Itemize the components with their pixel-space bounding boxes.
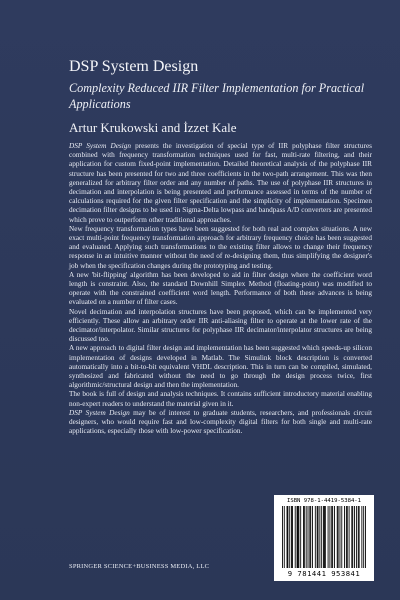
paragraph-text: may be of interest to graduate students, researchers, and professionals circuit designers, who would require fast and low-complexity digital filters for both single and multi-rate applications, especially those with low-power specification.	[69, 408, 372, 436]
barcode-bar	[297, 506, 298, 568]
barcode-bar	[292, 506, 293, 568]
book-description	[69, 142, 372, 437]
book-title-italic: DSP System Design	[69, 142, 131, 150]
barcode-bar	[337, 506, 338, 568]
barcode-bar	[354, 506, 355, 568]
barcode-bar	[321, 506, 322, 568]
barcode-bar	[303, 506, 304, 568]
barcode-bar	[340, 506, 341, 568]
barcode-bar	[347, 506, 348, 568]
barcode-bars	[282, 506, 366, 568]
barcode-bar	[365, 506, 366, 568]
barcode-bar	[308, 506, 309, 568]
barcode-bar	[341, 506, 342, 568]
book-title-italic: DSP System Design	[69, 408, 130, 417]
barcode-bar	[317, 506, 318, 568]
barcode-bar	[344, 506, 345, 568]
barcode-bar	[318, 506, 319, 568]
barcode-bar	[334, 506, 335, 568]
barcode-bar	[361, 506, 362, 568]
barcode	[274, 495, 374, 581]
barcode-bar	[289, 506, 290, 568]
description-paragraph	[69, 142, 372, 225]
barcode-bar	[358, 506, 359, 568]
barcode-bar	[325, 506, 326, 568]
barcode-bar	[332, 506, 333, 568]
barcode-bar	[282, 506, 283, 568]
barcode-bar	[306, 506, 307, 568]
barcode-bar	[331, 506, 332, 568]
barcode-bar	[291, 506, 292, 568]
barcode-bar	[312, 506, 313, 568]
barcode-number: 9 781441 953841	[287, 569, 361, 578]
barcode-bar	[363, 506, 364, 568]
barcode-bar	[329, 506, 330, 568]
book-authors: Artur Krukowski and İzzet Kale	[69, 120, 237, 135]
book-subtitle: Complexity Reduced IIR Filter Implementation for Practical Applications	[69, 81, 365, 111]
barcode-bar	[349, 506, 350, 568]
description-paragraph: A new 'bit-flipping' algorithm has been developed to aid in filter design where the coefficient word length is constraint. Also, the standard Downhill Simplex Method (floating-point) was modified to operate with the constrained coefficient word length. Performance of both these advances is being evaluated on a number of filter cases.	[69, 270, 372, 307]
barcode-bar	[284, 506, 285, 568]
barcode-bar	[298, 506, 299, 568]
publisher-name: SPRINGER SCIENCE+BUSINESS MEDIA, LLC	[69, 563, 210, 570]
description-paragraph: New frequency transformation types have been suggested for both real and complex situations. A new exact multi-point frequency transformation approach for arbitrary frequency choice has been suggested and evaluated. Applying such transformations to the existing filter allows to change their frequency response in an intuitive manner without the need of re-designing them, thus simplifying the designer's job when the specification changes during the prototyping and testing.	[69, 224, 372, 270]
isbn-label: ISBN 978-1-4419-5384-1	[286, 498, 362, 504]
barcode-bar	[298, 506, 299, 568]
barcode-bar	[338, 506, 339, 568]
description-paragraph	[69, 409, 372, 437]
barcode-bar	[359, 506, 360, 568]
barcode-bar	[324, 506, 325, 568]
barcode-bar	[310, 506, 311, 568]
book-title: DSP System Design	[69, 58, 199, 75]
barcode-bar	[295, 506, 296, 568]
barcode-bar	[323, 506, 324, 568]
barcode-bar	[352, 506, 353, 568]
description-paragraph: Novel decimation and interpolation structures have been proposed, which can be implemented very efficiently. These allow an arbitrary order IIR anti-aliasing filter to operate at the lower rate of the decimator/interpolator. Similar structures for polyphase IIR decimator/interpolator structures are being discussed too.	[69, 307, 372, 344]
barcode-bar	[287, 506, 288, 568]
description-paragraph: A new approach to digital filter design and implementation has been suggested which speeds-up silicon implementation of designs developed in Matlab. The Simulink block description is converted automatically into a bit-to-bit equivalent VHDL description. This in turn can be compiled, simulated, synthesized and fabricated without the need to go through the design process twice, first algorithmic/structural design and then the implementation.	[69, 344, 372, 390]
barcode-bar	[319, 506, 320, 568]
barcode-bar	[351, 506, 352, 568]
description-paragraph: The book is full of design and analysis techniques. It contains sufficient introductory material enabling non-expert readers to understand the material given in it.	[69, 390, 372, 408]
barcode-bar	[300, 506, 301, 568]
barcode-bar	[328, 506, 329, 568]
barcode-bar	[309, 506, 310, 568]
barcode-bar	[356, 506, 357, 568]
barcode-bar	[315, 506, 316, 568]
barcode-bar	[346, 506, 347, 568]
barcode-bar	[287, 506, 288, 568]
paragraph-text: presents the investigation of special type of IIR polyphase filter structures combined with frequency transformation techniques used for fast, multi-rate filtering, and their application for custom fixed-point implementation. Detailed theoretical analysis of the polyphase IIR structure has been presented for two and three coefficients in the two-path arrangement. This was then generalized for arbitrary filter order and any number of paths. The use of polyphase IIR structures in decimation and interpolation is being presented and performance assessed in terms of the number of calculations required for the given filter specification and the simplicity of implementation. Specimen decimation filter designs to be used in Sigma-Delta lowpass and bandpass A/D converters are presented which prove to outperform other traditional approaches.	[69, 142, 372, 224]
barcode-bar	[304, 506, 305, 568]
